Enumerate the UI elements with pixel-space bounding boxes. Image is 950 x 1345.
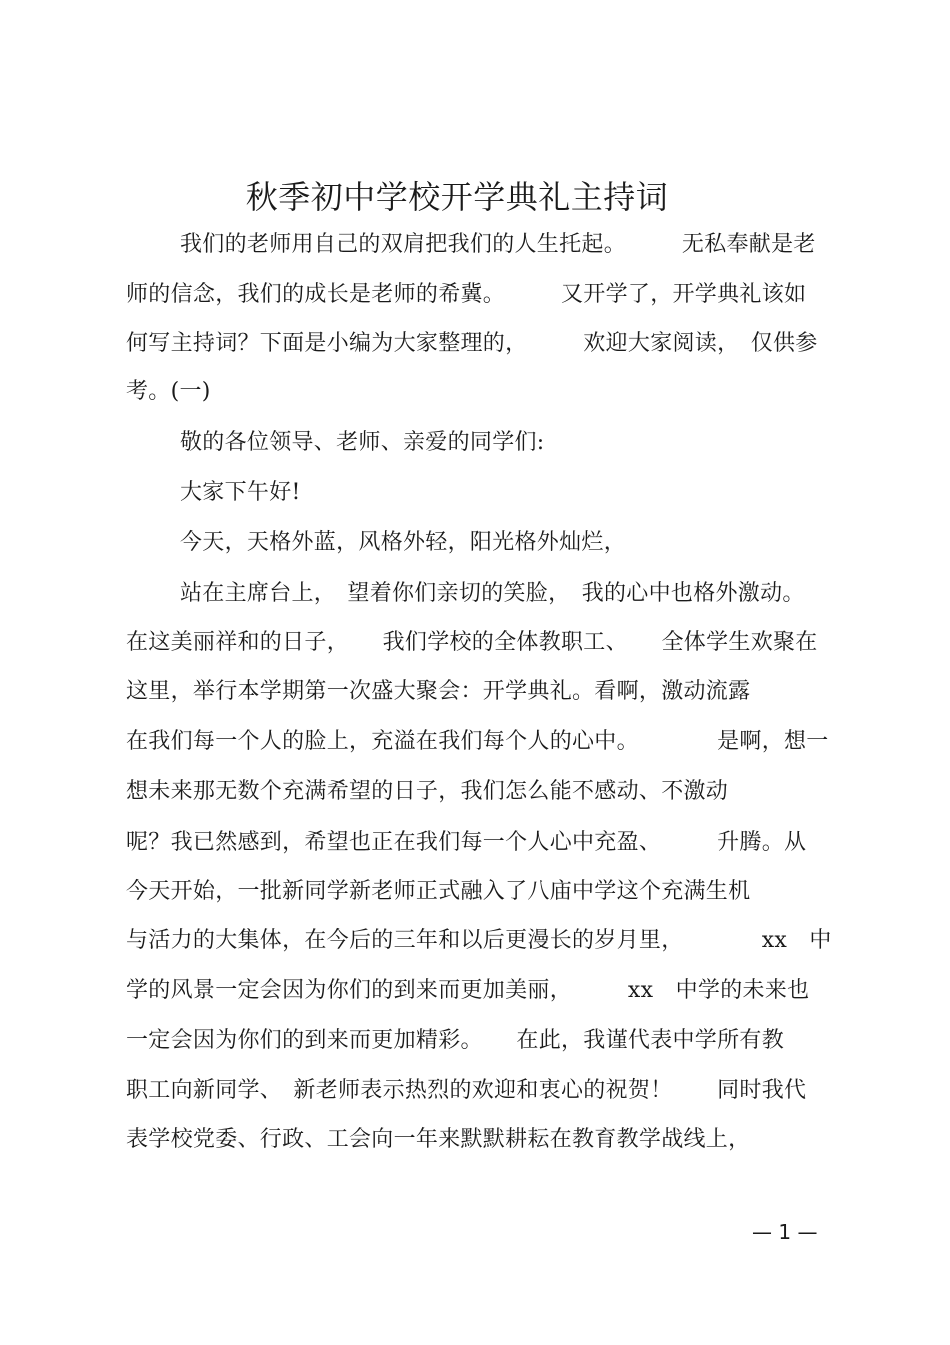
paragraph-line: 学的风景一定会因为你们的到来而更加美丽， xx 中学的未来也 [126, 978, 810, 1003]
paragraph-line: 表学校党委、行政、工会向一年来默默耕耘在教育教学战线上， [126, 1127, 751, 1152]
paragraph-line: 师的信念，我们的成长是老师的希冀。 又开学了，开学典礼该如 [126, 282, 807, 307]
paragraph-line: 在这美丽祥和的日子， 我们学校的全体教职工、 全体学生欢聚在 [126, 630, 818, 655]
paragraph-line: 与活力的大集体，在今后的三年和以后更漫长的岁月里， xx 中 [126, 928, 832, 953]
paragraph-line: 今天，天格外蓝，风格外轻，阳光格外灿烂， [180, 530, 627, 555]
paragraph-line: 呢？我已然感到，希望也正在我们每一个人心中充盈、 升腾。从 [126, 830, 807, 855]
paragraph-line: 站在主席台上， 望着你们亲切的笑脸， 我的心中也格外激动。 [180, 581, 805, 606]
paragraph-line: 今天开始，一批新同学新老师正式融入了八庙中学这个充满生机 [126, 879, 751, 904]
salutation-line: 敬的各位领导、老师、亲爱的同学们: [180, 430, 545, 455]
greeting-line: 大家下午好! [180, 480, 301, 505]
document-title: 秋季初中学校开学典礼主持词 [245, 178, 669, 216]
paragraph-line: 一定会因为你们的到来而更加精彩。 在此，我谨代表中学所有教 [126, 1028, 785, 1053]
paragraph-line: 职工向新同学、 新老师表示热烈的欢迎和衷心的祝贺！ 同时我代 [126, 1078, 807, 1103]
page-number: — 1 — [752, 1220, 818, 1244]
paragraph-line: 在我们每一个人的脸上，充溢在我们每个人的心中。 是啊，想一 [126, 729, 829, 754]
paragraph-line: 我们的老师用自己的双肩把我们的人生托起。 无私奉献是老 [180, 232, 816, 257]
paragraph-line: 这里，举行本学期第一次盛大聚会：开学典礼。看啊，激动流露 [126, 679, 751, 704]
paragraph-line: 考。(一) [126, 379, 211, 404]
paragraph-line: 想未来那无数个充满希望的日子，我们怎么能不感动、不激动 [126, 779, 729, 804]
paragraph-line: 何写主持词？下面是小编为大家整理的， 欢迎大家阅读， 仅供参 [126, 331, 818, 356]
